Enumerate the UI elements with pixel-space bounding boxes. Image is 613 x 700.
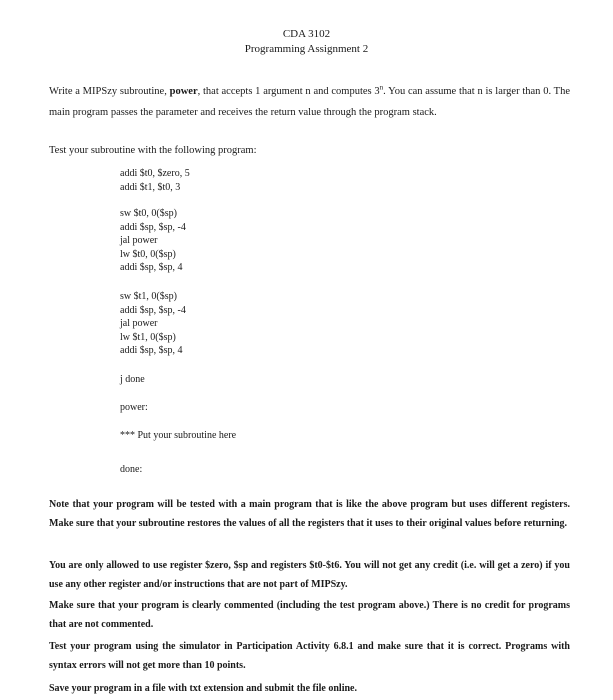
function-name: power [169, 86, 198, 97]
code-line: sw $t1, 0($sp) [120, 291, 177, 302]
code-line: jal power [120, 235, 158, 247]
intro-part-1: Write a MIPSzy subroutine, [49, 86, 170, 97]
code-line: addi $sp, $sp, -4 [120, 221, 186, 233]
done-label: done: [120, 464, 143, 475]
power-label: power: [120, 402, 148, 413]
assignment-title: Programming Assignment 2 [244, 43, 369, 55]
code-line: addi $t1, $t0, 3 [120, 181, 181, 193]
note-allowed-registers: You are only allowed to use register $zero, $sp and registers $t0-$t6. You will not get any credit (i.e. will get a zero) if you use any other register and/or instructions that are not part of MIPSzy. [49, 560, 570, 590]
code-line: addi $sp, $sp, -4 [120, 304, 186, 316]
code-line: addi $sp, $sp, 4 [120, 345, 183, 357]
code-line: addi $sp, $sp, 4 [120, 262, 183, 274]
subroutine-placeholder: *** Put your subroutine here [120, 430, 237, 441]
code-line: addi $t0, $zero, 5 [120, 168, 190, 179]
code-line: lw $t0, 0($sp) [120, 248, 176, 260]
code-line: sw $t0, 0($sp) [120, 208, 177, 219]
exponent: n [379, 83, 384, 92]
intro-part-2: , that accepts 1 argument n and computes 3 [197, 86, 380, 97]
code-block-1 [120, 167, 190, 194]
test-intro: Test your subroutine with the following program: [49, 145, 257, 156]
note-registers-restore: Note that your program will be tested with a main program that is like the above program but uses different registers. Make sure that your subroutine restores the values of all the registers that it uses to their original values before returning. [49, 499, 570, 529]
jump-done-line: j done [120, 374, 145, 385]
code-line: lw $t1, 0($sp) [120, 331, 176, 343]
note-testing: Test your program using the simulator in Participation Activity 6.8.1 and make sure that it is correct. Programs with syntax errors will not get more than 10 points. [49, 641, 570, 671]
code-block-3 [120, 290, 186, 358]
note-submission: Save your program in a file with txt extension and submit the file online. [49, 683, 357, 694]
intro-part-3: . You can assume that n is larger than 0. The main program passes the parameter and receives the return value through the program stack. [49, 86, 570, 118]
course-title: CDA 3102 [282, 28, 331, 40]
note-comments: Make sure that your program is clearly commented (including the test program above.) There is no credit for programs that are not commented. [49, 600, 570, 630]
code-line: jal power [120, 318, 158, 330]
assignment-description [49, 82, 570, 123]
code-block-2 [120, 207, 186, 275]
